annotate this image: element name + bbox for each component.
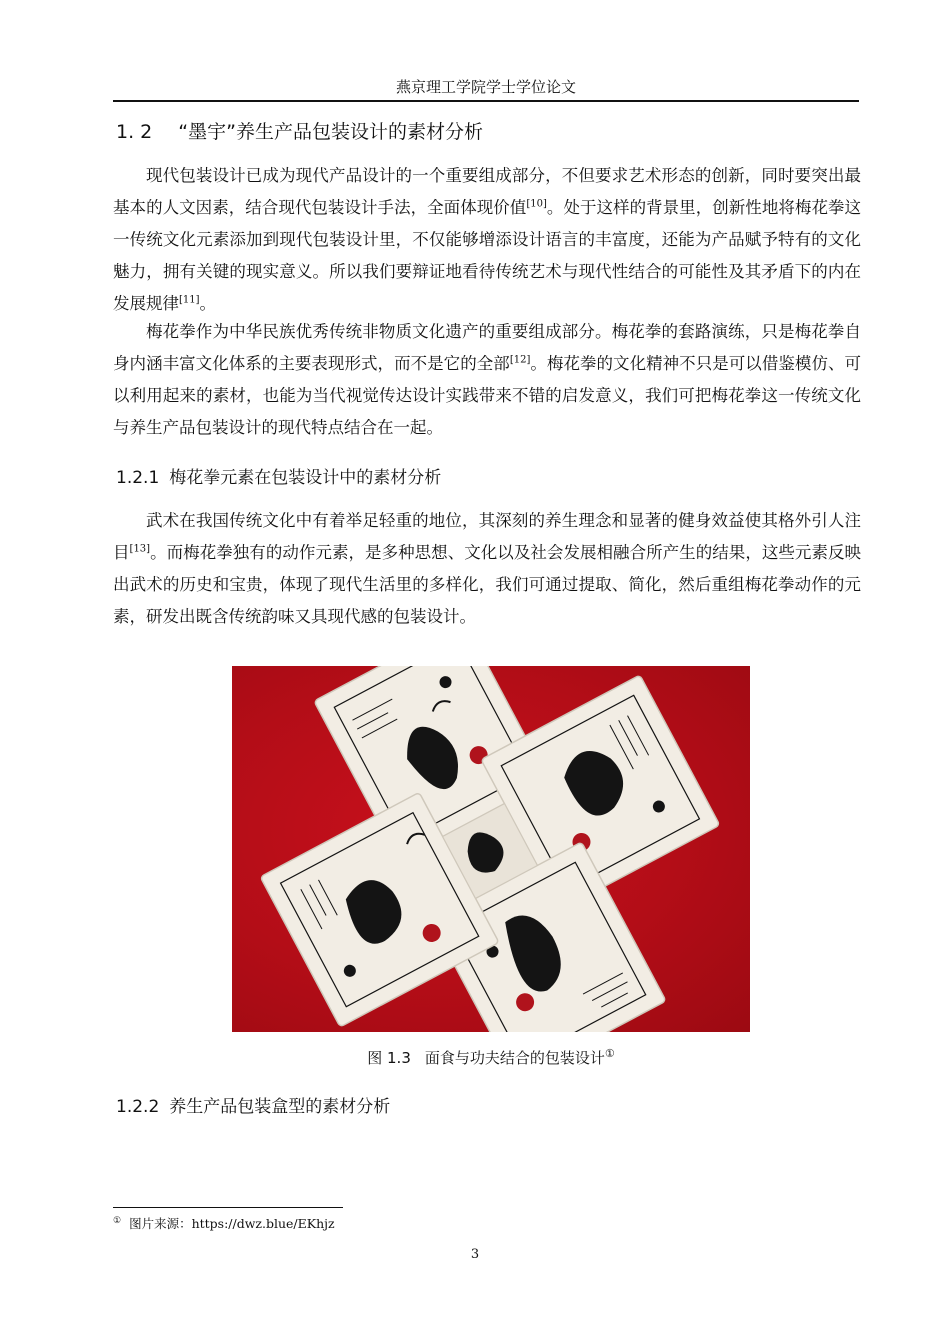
figure-packaging-photo: [232, 666, 750, 1032]
citation-ref: [12]: [509, 354, 531, 366]
citation-ref: [13]: [129, 543, 151, 555]
packaging-illustration: [232, 666, 750, 1032]
subsection-number: 1.2.1: [116, 468, 160, 488]
paragraph-text: 现代包装设计已成为现代产品设计的一个重要组成部分，不但要求艺术形态的创新，同时要突出最基本的人文因素，结合现代包装设计手法，全面体现价值: [113, 166, 861, 217]
paragraph-text: 。处于这样的背景里，创新性地将梅花拳这一传统文化元素添加到现代包装设计里，不仅能够增添设计语言的丰富度，还能为产品赋予特有的文化魅力，拥有关键的现实意义。所以我们要辩证地看待传统艺术与现代性结合的可能性及其矛盾下的内在发展规律: [113, 198, 862, 313]
page-number: 3: [470, 1247, 480, 1262]
subsection-heading-2: [116, 1094, 390, 1120]
figure-label: 图 1.3: [367, 1049, 411, 1067]
paragraph-3: [113, 505, 861, 633]
subsection-title: 梅花拳元素在包装设计中的素材分析: [169, 468, 442, 488]
citation-ref: [11]: [179, 294, 200, 306]
paragraph-2: [113, 316, 861, 444]
paragraph-1: [113, 160, 861, 320]
footnote-rule: [113, 1207, 343, 1208]
header-rule: [113, 100, 859, 102]
section-heading: [116, 118, 483, 146]
section-number: 1. 2: [116, 121, 153, 143]
footnote-marker: ①: [604, 1047, 615, 1060]
running-header: 燕京理工学院学士学位论文: [395, 78, 576, 96]
citation-ref: [10]: [526, 198, 547, 210]
footnote: [113, 1214, 335, 1234]
footnote-mark: ①: [113, 1215, 122, 1226]
paragraph-text: 。: [199, 294, 217, 313]
paragraph-text: 。而梅花拳独有的动作元素，是多种思想、文化以及社会发展相融合所产生的结果，这些元素反映出武术的历史和宝贵，体现了现代生活里的多样化，我们可通过提取、简化，然后重组梅花拳动作的元素，研发出既含传统韵味又具现代感的包装设计。: [113, 543, 862, 626]
section-title: “墨宇”养生产品包装设计的素材分析: [178, 121, 483, 143]
paragraph-text: 。梅花拳的文化精神不只是可以借鉴模仿、可以利用起来的素材，也能为当代视觉传达设计实践带来不错的启发意义，我们可把梅花拳这一传统文化与养生产品包装设计的现代特点结合在一起。: [113, 354, 862, 437]
subsection-heading-1: [116, 465, 441, 491]
subsection-number: 1.2.2: [116, 1097, 160, 1117]
paragraph-text: 武术在我国传统文化中有着举足轻重的地位，其深刻的养生理念和显著的健身效益使其格外引人注目: [113, 511, 861, 562]
subsection-title: 养生产品包装盒型的素材分析: [169, 1097, 391, 1117]
footnote-text: 图片来源：https://dwz.blue/EKhjz: [129, 1216, 335, 1231]
figure-caption-text: 面食与功夫结合的包装设计: [424, 1049, 605, 1067]
figure-caption: [232, 1046, 750, 1070]
paragraph-text: 梅花拳作为中华民族优秀传统非物质文化遗产的重要组成部分。梅花拳的套路演练，只是梅花拳自身内涵丰富文化体系的主要表现形式，而不是它的全部: [113, 322, 861, 373]
